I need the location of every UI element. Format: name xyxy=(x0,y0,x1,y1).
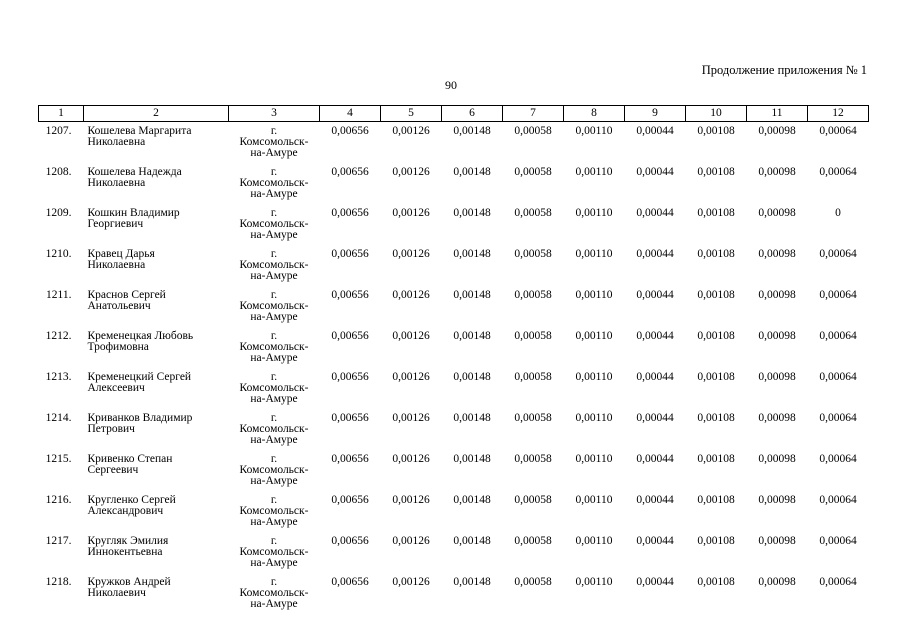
share-value: 0,00098 xyxy=(758,371,796,383)
person-name xyxy=(84,491,229,532)
column-header: 1 xyxy=(39,106,84,122)
city xyxy=(229,368,320,409)
share-value: 0,00064 xyxy=(819,453,857,465)
row-number: 1210. xyxy=(45,248,72,260)
city-line: на-Амуре xyxy=(250,188,298,200)
share-value: 0,00110 xyxy=(575,207,613,219)
share-value: 0,00110 xyxy=(575,371,613,383)
share-value: 0,00058 xyxy=(514,248,552,260)
share-value: 0,00064 xyxy=(819,125,857,137)
share-value: 0,00108 xyxy=(697,412,735,424)
person-name xyxy=(84,204,229,245)
row-number: 1218. xyxy=(45,576,72,588)
share-value: 0,00044 xyxy=(636,576,674,588)
share-value: 0,00656 xyxy=(331,576,369,588)
share-value: 0,00044 xyxy=(636,289,674,301)
row-number: 1207. xyxy=(45,125,72,137)
city-line: Комсомольск- xyxy=(239,341,309,353)
person-name xyxy=(84,122,229,164)
share-value: 0,00064 xyxy=(819,248,857,260)
share-value: 0,00126 xyxy=(392,576,430,588)
city-line: Комсомольск- xyxy=(239,505,309,517)
share-value: 0,00108 xyxy=(697,371,735,383)
share-value: 0,00098 xyxy=(758,453,796,465)
person-name xyxy=(84,163,229,204)
person-name-line: Иннокентьевна xyxy=(87,546,163,558)
city-line: на-Амуре xyxy=(250,598,298,610)
appendix-table xyxy=(38,105,869,614)
share-value: 0,00064 xyxy=(819,371,857,383)
share-value: 0,00148 xyxy=(453,248,491,260)
share-value: 0,00126 xyxy=(392,125,430,137)
city-line: г. xyxy=(270,494,278,506)
person-name-line: Анатольевич xyxy=(87,300,151,312)
city-line: г. xyxy=(270,125,278,137)
city-line: на-Амуре xyxy=(250,516,298,528)
share-value: 0,00656 xyxy=(331,453,369,465)
person-name xyxy=(84,327,229,368)
column-header: 9 xyxy=(625,106,686,122)
share-value: 0,00148 xyxy=(453,576,491,588)
table-row xyxy=(39,122,869,164)
share-value: 0,00064 xyxy=(819,330,857,342)
person-name-line: Николаевич xyxy=(87,587,146,599)
column-header: 10 xyxy=(686,106,747,122)
share-value: 0,00110 xyxy=(575,576,613,588)
share-value: 0,00108 xyxy=(697,535,735,547)
person-name-line: Николаевна xyxy=(87,259,146,271)
share-value: 0,00064 xyxy=(819,289,857,301)
table-row xyxy=(39,204,869,245)
person-name xyxy=(84,532,229,573)
column-header: 11 xyxy=(747,106,808,122)
share-value: 0,00044 xyxy=(636,207,674,219)
share-value: 0,00110 xyxy=(575,125,613,137)
person-name-line: Александрович xyxy=(87,505,164,517)
person-name-line: Кременецкая Любовь xyxy=(87,330,194,342)
row-number: 1211. xyxy=(46,289,72,301)
city-line: Комсомольск- xyxy=(239,259,309,271)
person-name-line: Кошелева Надежда xyxy=(87,166,182,178)
share-value: 0,00656 xyxy=(331,166,369,178)
share-value: 0,00108 xyxy=(697,453,735,465)
share-value: 0,00110 xyxy=(575,494,613,506)
share-value: 0,00656 xyxy=(331,371,369,383)
share-value: 0,00058 xyxy=(514,125,552,137)
share-value: 0,00098 xyxy=(758,166,796,178)
city-line: на-Амуре xyxy=(250,557,298,569)
person-name-line: Кружков Андрей xyxy=(87,576,171,588)
share-value: 0,00098 xyxy=(758,125,796,137)
share-value: 0,00110 xyxy=(575,453,613,465)
city-line: г. xyxy=(270,289,278,301)
person-name-line: Алексеевич xyxy=(87,382,145,394)
column-header: 4 xyxy=(320,106,381,122)
share-value: 0,00148 xyxy=(453,207,491,219)
table-row xyxy=(39,532,869,573)
city-line: г. xyxy=(270,166,278,178)
city-line: г. xyxy=(270,576,278,588)
share-value: 0,00098 xyxy=(758,289,796,301)
table-row xyxy=(39,573,869,614)
share-value: 0,00148 xyxy=(453,371,491,383)
column-header: 8 xyxy=(564,106,625,122)
share-value: 0,00058 xyxy=(514,289,552,301)
city-line: г. xyxy=(270,371,278,383)
person-name-line: Кривенко Степан xyxy=(87,453,173,465)
share-value: 0,00656 xyxy=(331,125,369,137)
share-value: 0,00064 xyxy=(819,494,857,506)
city-line: Комсомольск- xyxy=(239,546,309,558)
share-value: 0,00126 xyxy=(392,535,430,547)
person-name xyxy=(84,450,229,491)
person-name-line: Николаевна xyxy=(87,136,146,148)
city-line: Комсомольск- xyxy=(239,382,309,394)
share-value: 0,00058 xyxy=(514,494,552,506)
share-value: 0,00656 xyxy=(331,207,369,219)
column-header: 12 xyxy=(808,106,869,122)
person-name-line: Трофимовна xyxy=(87,341,149,353)
share-value: 0,00126 xyxy=(392,494,430,506)
person-name-line: Криванков Владимир xyxy=(87,412,193,424)
share-value: 0,00058 xyxy=(514,207,552,219)
share-value: 0 xyxy=(835,207,841,219)
share-value: 0,00044 xyxy=(636,412,674,424)
city-line: Комсомольск- xyxy=(239,218,309,230)
share-value: 0,00656 xyxy=(331,330,369,342)
share-value: 0,00126 xyxy=(392,289,430,301)
city xyxy=(229,491,320,532)
city-line: на-Амуре xyxy=(250,229,298,241)
city xyxy=(229,122,320,164)
share-value: 0,00064 xyxy=(819,535,857,547)
share-value: 0,00058 xyxy=(514,576,552,588)
city-line: на-Амуре xyxy=(250,147,298,159)
city-line: Комсомольск- xyxy=(239,300,309,312)
share-value: 0,00098 xyxy=(758,576,796,588)
share-value: 0,00110 xyxy=(575,289,613,301)
share-value: 0,00148 xyxy=(453,412,491,424)
row-number: 1214. xyxy=(45,412,72,424)
city xyxy=(229,204,320,245)
table-row xyxy=(39,245,869,286)
person-name-line: Кошкин Владимир xyxy=(87,207,180,219)
share-value: 0,00098 xyxy=(758,330,796,342)
city-line: Комсомольск- xyxy=(239,464,309,476)
table-row xyxy=(39,368,869,409)
row-number: 1217. xyxy=(45,535,72,547)
city-line: на-Амуре xyxy=(250,434,298,446)
city-line: Комсомольск- xyxy=(239,587,309,599)
row-number: 1208. xyxy=(45,166,72,178)
share-value: 0,00126 xyxy=(392,248,430,260)
city xyxy=(229,163,320,204)
share-value: 0,00058 xyxy=(514,166,552,178)
row-number: 1215. xyxy=(45,453,72,465)
share-value: 0,00098 xyxy=(758,248,796,260)
city-line: Комсомольск- xyxy=(239,423,309,435)
city xyxy=(229,409,320,450)
person-name-line: Кругляк Эмилия xyxy=(87,535,169,547)
share-value: 0,00044 xyxy=(636,248,674,260)
share-value: 0,00098 xyxy=(758,535,796,547)
share-value: 0,00098 xyxy=(758,412,796,424)
share-value: 0,00098 xyxy=(758,494,796,506)
person-name xyxy=(84,573,229,614)
city-line: г. xyxy=(270,330,278,342)
share-value: 0,00058 xyxy=(514,330,552,342)
city-line: на-Амуре xyxy=(250,270,298,282)
share-value: 0,00110 xyxy=(575,535,613,547)
city xyxy=(229,573,320,614)
continuation-note: Продолжение приложения № 1 xyxy=(701,63,867,77)
row-number: 1213. xyxy=(45,371,72,383)
share-value: 0,00126 xyxy=(392,412,430,424)
share-value: 0,00148 xyxy=(453,289,491,301)
city-line: г. xyxy=(270,207,278,219)
city-line: на-Амуре xyxy=(250,352,298,364)
table-row xyxy=(39,409,869,450)
share-value: 0,00148 xyxy=(453,166,491,178)
share-value: 0,00108 xyxy=(697,494,735,506)
column-header: 6 xyxy=(442,106,503,122)
page-number: 90 xyxy=(445,78,457,92)
city xyxy=(229,245,320,286)
share-value: 0,00058 xyxy=(514,412,552,424)
share-value: 0,00064 xyxy=(819,166,857,178)
share-value: 0,00126 xyxy=(392,371,430,383)
person-name-line: Сергеевич xyxy=(87,464,139,476)
share-value: 0,00044 xyxy=(636,125,674,137)
row-number: 1212. xyxy=(45,330,72,342)
share-value: 0,00044 xyxy=(636,453,674,465)
share-value: 0,00148 xyxy=(453,494,491,506)
share-value: 0,00058 xyxy=(514,371,552,383)
share-value: 0,00656 xyxy=(331,289,369,301)
share-value: 0,00110 xyxy=(575,330,613,342)
share-value: 0,00108 xyxy=(697,289,735,301)
table-row xyxy=(39,327,869,368)
share-value: 0,00126 xyxy=(392,166,430,178)
city-line: Комсомольск- xyxy=(239,136,309,148)
share-value: 0,00044 xyxy=(636,371,674,383)
city-line: г. xyxy=(270,453,278,465)
row-number: 1216. xyxy=(45,494,72,506)
column-header: 5 xyxy=(381,106,442,122)
city-line: г. xyxy=(270,535,278,547)
share-value: 0,00126 xyxy=(392,453,430,465)
share-value: 0,00044 xyxy=(636,166,674,178)
person-name xyxy=(84,245,229,286)
share-value: 0,00064 xyxy=(819,412,857,424)
person-name-line: Георгиевич xyxy=(87,218,144,230)
column-header: 7 xyxy=(503,106,564,122)
table-row xyxy=(39,286,869,327)
city xyxy=(229,286,320,327)
share-value: 0,00126 xyxy=(392,207,430,219)
share-value: 0,00058 xyxy=(514,535,552,547)
share-value: 0,00044 xyxy=(636,494,674,506)
person-name-line: Кошелева Маргарита xyxy=(87,125,192,137)
city xyxy=(229,532,320,573)
share-value: 0,00148 xyxy=(453,330,491,342)
share-value: 0,00044 xyxy=(636,330,674,342)
share-value: 0,00064 xyxy=(819,576,857,588)
share-value: 0,00656 xyxy=(331,412,369,424)
city-line: г. xyxy=(270,412,278,424)
table-row xyxy=(39,163,869,204)
share-value: 0,00108 xyxy=(697,166,735,178)
row-number: 1209. xyxy=(45,207,72,219)
share-value: 0,00656 xyxy=(331,248,369,260)
person-name-line: Кругленко Сергей xyxy=(87,494,176,506)
share-value: 0,00148 xyxy=(453,535,491,547)
city-line: на-Амуре xyxy=(250,311,298,323)
city-line: на-Амуре xyxy=(250,475,298,487)
person-name-line: Петрович xyxy=(87,423,135,435)
city-line: г. xyxy=(270,248,278,260)
share-value: 0,00108 xyxy=(697,576,735,588)
share-value: 0,00108 xyxy=(697,207,735,219)
city-line: Комсомольск- xyxy=(239,177,309,189)
share-value: 0,00126 xyxy=(392,330,430,342)
share-value: 0,00148 xyxy=(453,125,491,137)
person-name xyxy=(84,368,229,409)
share-value: 0,00108 xyxy=(697,125,735,137)
city xyxy=(229,327,320,368)
person-name-line: Николаевна xyxy=(87,177,146,189)
person-name-line: Кравец Дарья xyxy=(87,248,155,260)
column-number-row xyxy=(39,106,869,122)
column-header: 3 xyxy=(229,106,320,122)
share-value: 0,00110 xyxy=(575,412,613,424)
share-value: 0,00110 xyxy=(575,166,613,178)
share-value: 0,00110 xyxy=(575,248,613,260)
share-value: 0,00656 xyxy=(331,535,369,547)
person-name-line: Кременецкий Сергей xyxy=(87,371,192,383)
person-name xyxy=(84,286,229,327)
share-value: 0,00058 xyxy=(514,453,552,465)
city-line: на-Амуре xyxy=(250,393,298,405)
person-name xyxy=(84,409,229,450)
city xyxy=(229,450,320,491)
share-value: 0,00098 xyxy=(758,207,796,219)
share-value: 0,00108 xyxy=(697,248,735,260)
table-row xyxy=(39,491,869,532)
share-value: 0,00656 xyxy=(331,494,369,506)
table-row xyxy=(39,450,869,491)
person-name-line: Краснов Сергей xyxy=(87,289,166,301)
share-value: 0,00108 xyxy=(697,330,735,342)
share-value: 0,00148 xyxy=(453,453,491,465)
share-value: 0,00044 xyxy=(636,535,674,547)
column-header: 2 xyxy=(84,106,229,122)
